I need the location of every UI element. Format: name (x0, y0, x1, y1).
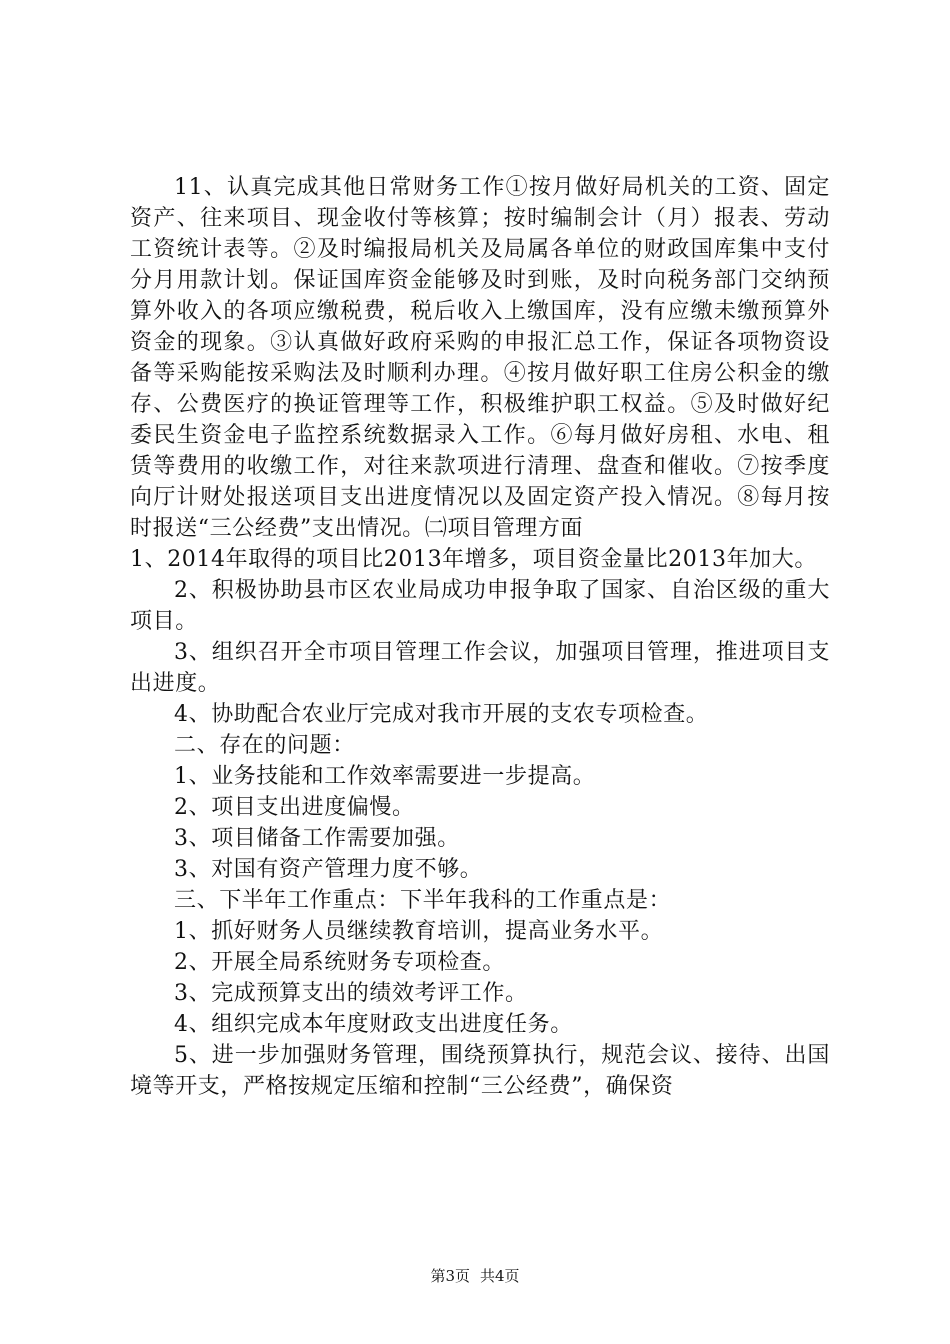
paragraph-project-item-3: 3、组织召开全市项目管理工作会议，加强项目管理，推进项目支出进度。 (130, 640, 830, 696)
section-heading-next-half-priorities: 三、下半年工作重点：下半年我科的工作重点是： (174, 888, 672, 913)
paragraph-routine-finance-work: 11、认真完成其他日常财务工作①按月做好局机关的工资、固定资产、往来项目、现金收付等核算；按时编制会计（月）报表、劳动工资统计表等。②及时编报局机关及局属各单位的财政国库集中支付分月用款计划。保证国库资金能够及时到账，及时向税务部门交纳预算外收入的各项应缴税费，税后收入上缴国库，没有应缴未缴预算外资金的现象。③认真做好政府采购的申报汇总工作，保证各项物资设备等采购能按采购法及时顺利办理。④按月做好职工住房公积金的缴存、公费医疗的换证管理等工作，积极维护职工权益。⑤及时做好纪委民生资金电子监控系统数据录入工作。⑥每月做好房租、水电、租赁等费用的收缴工作，对往来款项进行清理、盘查和催收。⑦按季度向厅计财处报送项目支出进度情况以及固定资产投入情况。⑧每月按时报送“三公经费”支出情况。㈡项目管理方面 (130, 175, 830, 541)
paragraph-priority-1: 1、抓好财务人员继续教育培训，提高业务水平。 (174, 919, 664, 944)
paragraph-project-item-4: 4、协助配合农业厅完成对我市开展的支农专项检查。 (174, 702, 709, 727)
page-total: 共4页 (480, 1267, 520, 1285)
page-footer (0, 1266, 950, 1286)
section-heading-problems: 二、存在的问题： (174, 733, 355, 758)
paragraph-priority-4: 4、组织完成本年度财政支出进度任务。 (174, 1012, 573, 1037)
paragraph-problem-2: 2、项目支出进度偏慢。 (174, 795, 415, 820)
paragraph-project-item-2: 2、积极协助县市区农业局成功申报争取了国家、自治区级的重大项目。 (130, 578, 830, 634)
paragraph-problem-3: 3、项目储备工作需要加强。 (174, 826, 460, 851)
paragraph-priority-3: 3、完成预算支出的绩效考评工作。 (174, 981, 528, 1006)
paragraph-project-item-1: 1、2014年取得的项目比2013年增多，项目资金量比2013年加大。 (130, 547, 817, 572)
paragraph-problem-1: 1、业务技能和工作效率需要进一步提高。 (174, 764, 596, 789)
paragraph-priority-5: 5、进一步加强财务管理，围绕预算执行，规范会议、接待、出国境等开支，严格按规定压缩和控制“三公经费”，确保资 (130, 1043, 830, 1099)
page-number: 第3页 (430, 1267, 470, 1285)
document-body (130, 172, 830, 1102)
paragraph-problem-4: 3、对国有资产管理力度不够。 (174, 857, 483, 882)
paragraph-priority-2: 2、开展全局系统财务专项检查。 (174, 950, 505, 975)
